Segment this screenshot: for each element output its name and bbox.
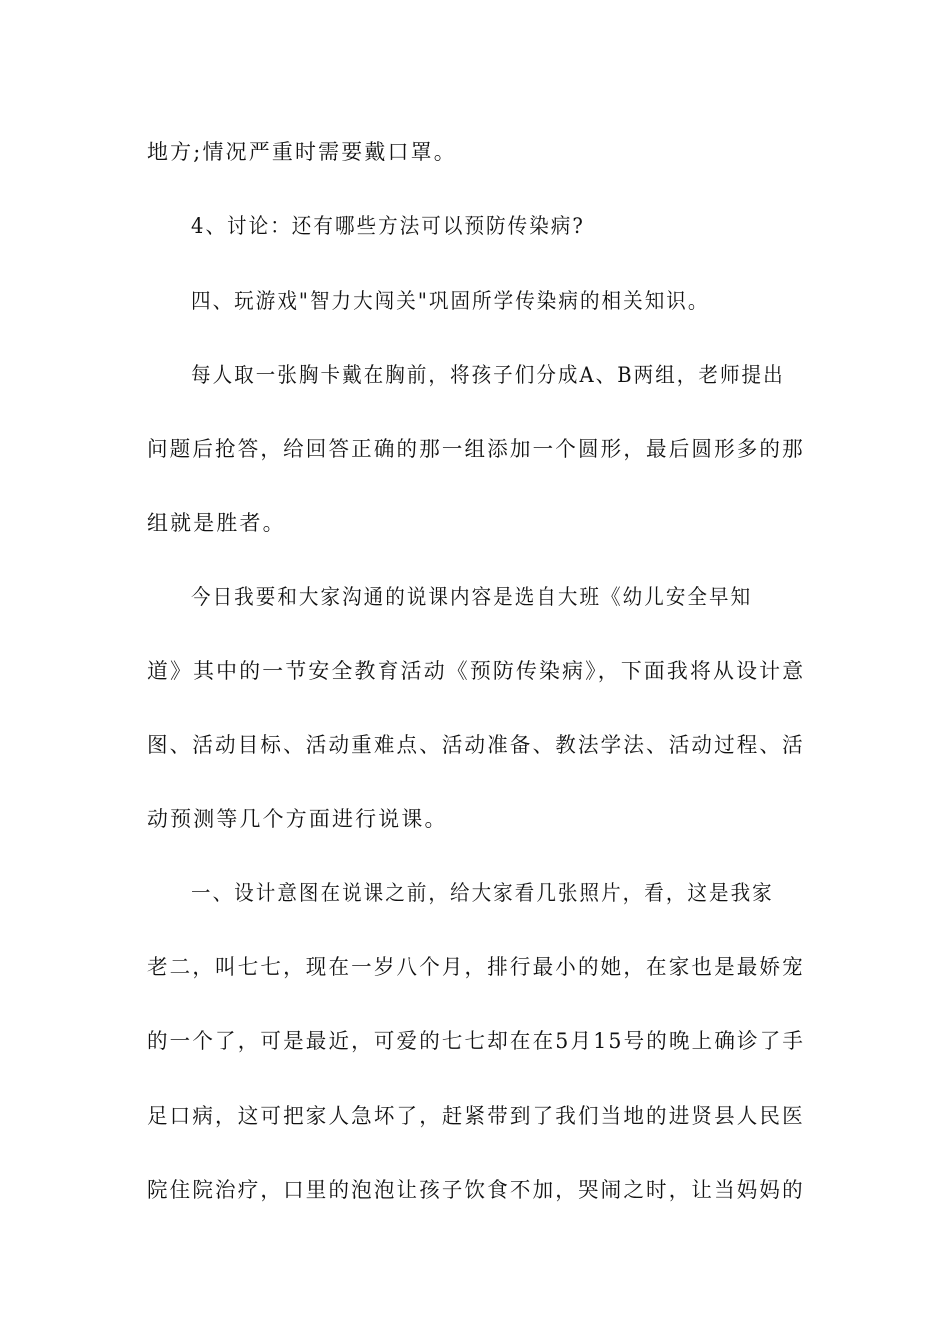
text-line-3: 四、玩游戏"智力大闯关"巩固所学传染病的相关知识。 [191,289,710,313]
text-line-7: 今日我要和大家沟通的说课内容是选自大班《幼儿安全早知 [191,585,753,609]
text-line-9: 图、活动目标、活动重难点、活动准备、教法学法、活动过程、活 [147,733,805,757]
text-line-12: 老二，叫七七，现在一岁八个月，排行最小的她，在家也是最娇宠 [147,955,805,979]
text-line-15: 院住院治疗，口里的泡泡让孩子饮食不加，哭闹之时，让当妈妈的 [147,1178,805,1202]
text-line-14: 足口病，这可把家人急坏了，赶紧带到了我们当地的进贤县人民医 [147,1104,805,1128]
text-line-6: 组就是胜者。 [147,511,286,535]
text-line-11: 一、设计意图在说课之前，给大家看几张照片，看，这是我家 [191,881,774,905]
text-line-4: 每人取一张胸卡戴在胸前，将孩子们分成A、B两组，老师提出 [191,363,785,387]
text-line-10: 动预测等几个方面进行说课。 [147,807,448,831]
text-line-2: 4、讨论：还有哪些方法可以预防传染病? [191,214,585,238]
text-line-5: 问题后抢答，给回答正确的那一组添加一个圆形，最后圆形多的那 [147,437,805,461]
text-line-1: 地方;情况严重时需要戴口罩。 [147,140,457,164]
text-line-13: 的一个了，可是最近，可爱的七七却在在5月15号的晚上确诊了手 [147,1029,806,1053]
text-line-8: 道》其中的一节安全教育活动《预防传染病》，下面我将从设计意 [147,659,806,683]
